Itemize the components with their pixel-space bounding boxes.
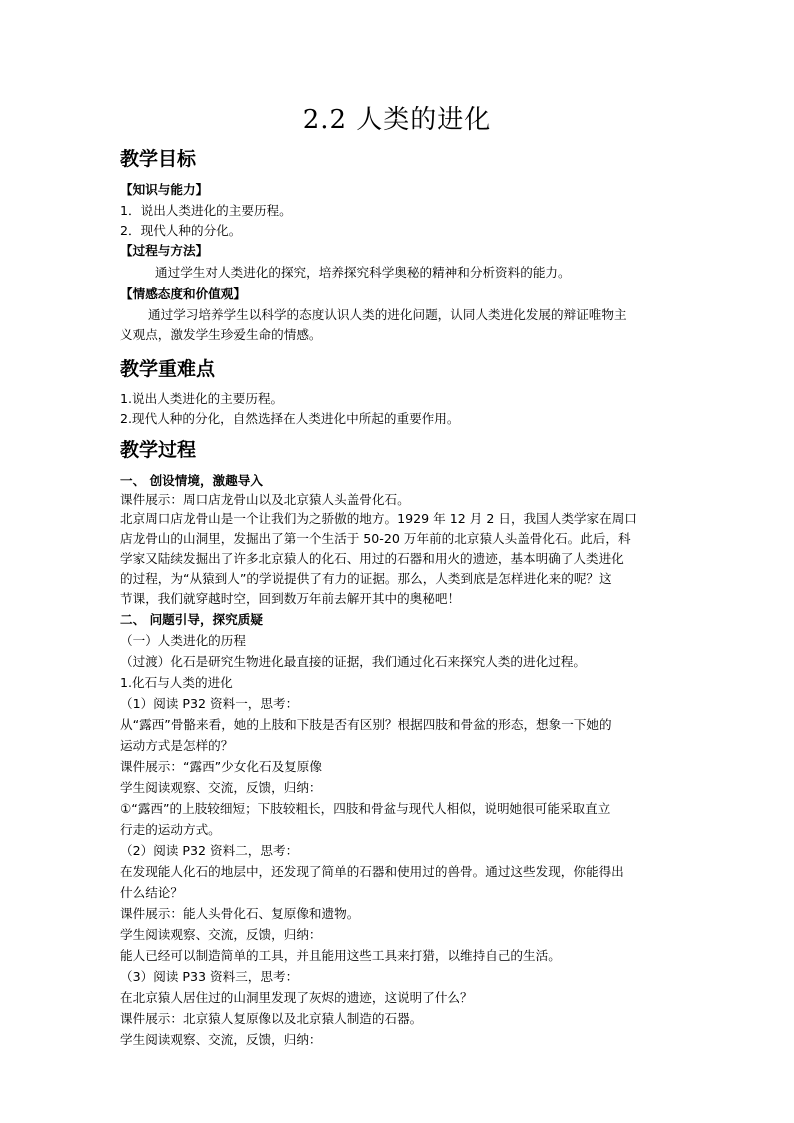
process-line: 二、 问题引导，探究质疑	[120, 612, 263, 627]
process-line: 什么结论？	[120, 885, 183, 900]
key-point-1: 1.说出人类进化的主要历程。	[120, 391, 284, 406]
process-line: 从“露西”骨骼来看，她的上肢和下肢是否有区别？根据四肢和骨盆的形态，想象一下她的	[120, 717, 612, 732]
process-line: （1）阅读 P32 资料一，思考：	[120, 696, 299, 711]
emotion-line-1: 通过学习培养学生以科学的态度认识人类的进化问题，认同人类进化发展的辩证唯物主	[148, 307, 627, 322]
process-line: 1.化石与人类的进化	[120, 675, 233, 690]
process-line: 在发现能人化石的地层中，还发现了简单的石器和使用过的兽骨。通过这些发现，你能得出	[120, 864, 624, 879]
process-line: 运动方式是怎样的？	[120, 738, 234, 753]
process-line: （3）阅读 P33 资料三，思考：	[120, 969, 299, 984]
label-process-method: 【过程与方法】	[120, 243, 209, 258]
process-line: （2）阅读 P32 资料二，思考：	[120, 843, 299, 858]
process-method-text: 通过学生对人类进化的探究，培养探究科学奥秘的精神和分析资料的能力。	[155, 265, 571, 280]
process-line: （一）人类进化的历程	[120, 633, 246, 648]
process-line: 学家又陆续发掘出了许多北京猿人的化石、用过的石器和用火的遗迹，基本明确了人类进化	[120, 551, 624, 566]
section-heading-key-points: 教学重难点	[120, 358, 216, 380]
process-line: 课件展示：“露西”少女化石及复原像	[120, 759, 322, 774]
section-heading-goals: 教学目标	[120, 148, 197, 170]
process-line: 的过程，为“从猿到人”的学说提供了有力的证据。那么，人类到底是怎样进化来的呢？这	[120, 571, 612, 586]
process-line: （过渡）化石是研究生物进化最直接的证据，我们通过化石来探究人类的进化过程。	[120, 654, 586, 669]
process-line: 一、 创设情境，激趣导入	[120, 473, 263, 488]
knowledge-item-2: 2．现代人种的分化。	[120, 223, 242, 238]
process-line: 行走的运动方式。	[120, 822, 221, 837]
process-line: 学生阅读观察、交流，反馈，归纳：	[120, 780, 322, 795]
process-line: 学生阅读观察、交流，反馈，归纳：	[120, 927, 322, 942]
process-line: 学生阅读观察、交流，反馈，归纳：	[120, 1032, 322, 1047]
process-line: 课件展示：北京猿人复原像以及北京猿人制造的石器。	[120, 1011, 423, 1026]
label-knowledge: 【知识与能力】	[120, 182, 209, 197]
process-line: 课件展示：能人头骨化石、复原像和遗物。	[120, 906, 360, 921]
process-line: 能人已经可以制造简单的工具，并且能用这些工具来打猎，以维持自己的生活。	[120, 948, 561, 963]
label-emotion: 【情感态度和价值观】	[120, 286, 246, 301]
process-line: 课件展示：周口店龙骨山以及北京猿人头盖骨化石。	[120, 492, 410, 507]
section-heading-process: 教学过程	[120, 439, 197, 461]
process-line: 店龙骨山的山洞里，发掘出了第一个生活于 50-20 万年前的北京猿人头盖骨化石。此后，科	[120, 531, 631, 546]
process-line: 北京周口店龙骨山是一个让我们为之骄傲的地方。1929 年 12 月 2 日，我国人类学家在周口	[120, 511, 637, 526]
page-title: 2.2 人类的进化	[302, 105, 492, 135]
emotion-line-2: 义观点，激发学生珍爱生命的情感。	[120, 327, 322, 342]
process-line: ①“露西”的上肢较细短；下肢较粗长，四肢和骨盆与现代人相似，说明她很可能采取直立	[120, 801, 611, 816]
key-point-2: 2.现代人种的分化，自然选择在人类进化中所起的重要作用。	[120, 411, 460, 426]
process-line: 在北京猿人居住过的山洞里发现了灰烬的遗迹，这说明了什么？	[120, 990, 473, 1005]
knowledge-item-1: 1．说出人类进化的主要历程。	[120, 203, 292, 218]
process-line: 节课，我们就穿越时空，回到数万年前去解开其中的奥秘吧！	[120, 591, 461, 606]
